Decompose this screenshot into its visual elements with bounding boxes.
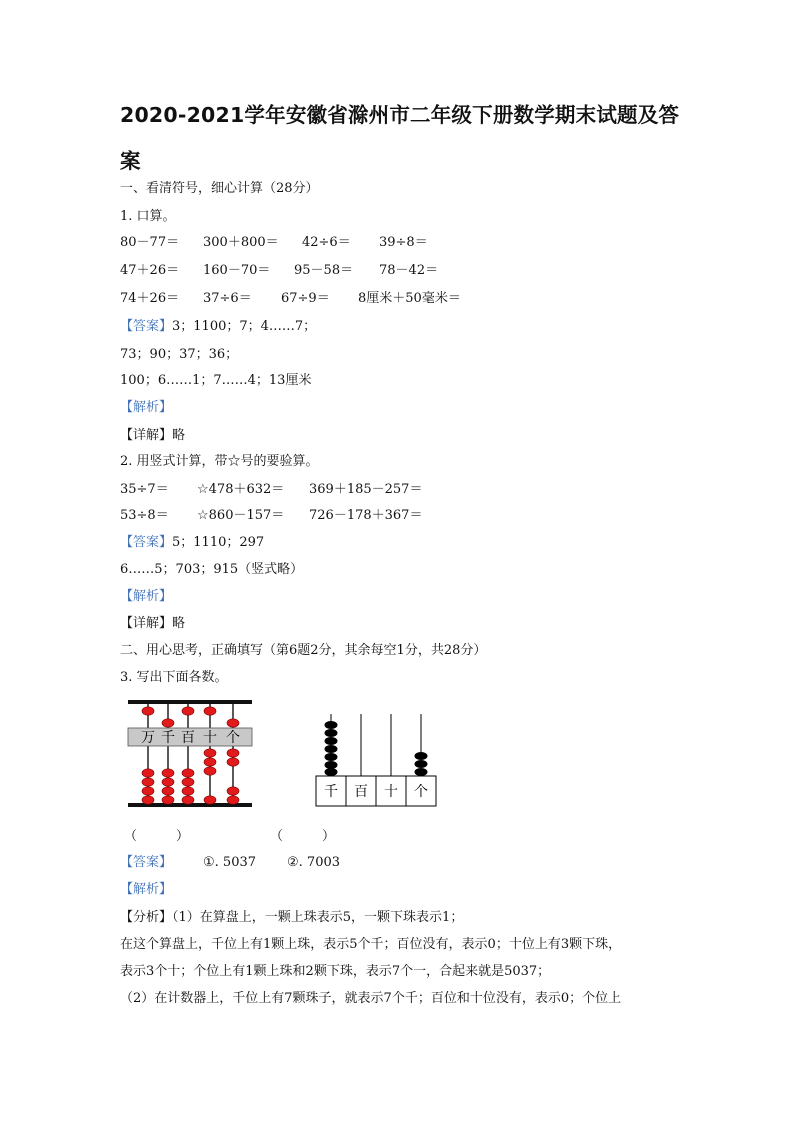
q1-row-2 bbox=[120, 262, 680, 280]
q2-analysis-tag: 【解析】 bbox=[120, 589, 173, 604]
q2-expr: ☆860－157＝ bbox=[197, 508, 285, 523]
abacus-place-label: 千 bbox=[161, 730, 175, 746]
q3-answer bbox=[120, 854, 680, 872]
q1-answer bbox=[120, 318, 316, 336]
detail-text: 略 bbox=[172, 616, 186, 631]
abacus-figure bbox=[124, 698, 256, 810]
q1-expr: 8厘米＋50毫米＝ bbox=[358, 291, 461, 306]
q3-fenxi-line-3: 表示3个十；个位上有1颗上珠和2颗下珠，表示7个一，合起来就是5037； bbox=[120, 964, 551, 979]
q1-answer-line-3: 100；6……1；7……4；13厘米 bbox=[120, 373, 312, 388]
question-1-label: 1. 口算。 bbox=[120, 209, 176, 224]
q3-fenxi-line-2: 在这个算盘上，千位上有1颗上珠，表示5个千；百位没有，表示0；十位上有3颗下珠， bbox=[120, 937, 622, 952]
answer-tag: 【答案】 bbox=[120, 855, 173, 870]
counter-place-label: 百 bbox=[354, 784, 368, 800]
q1-expr: 95－58＝ bbox=[294, 263, 354, 278]
detail-tag: 【详解】 bbox=[120, 428, 173, 443]
question-3-label: 3. 写出下面各数。 bbox=[120, 670, 228, 685]
detail-tag: 【详解】 bbox=[120, 616, 173, 631]
counter-place-label: 个 bbox=[414, 784, 428, 800]
q3-analysis-tag: 【解析】 bbox=[120, 882, 173, 897]
q2-detail bbox=[120, 615, 185, 633]
question-2-label: 2. 用竖式计算，带☆号的要验算。 bbox=[120, 454, 319, 469]
q3-fenxi-line-1 bbox=[120, 909, 463, 927]
answer-text: 3；1100；7；4……7； bbox=[172, 319, 317, 334]
q2-expr: 369＋185－257＝ bbox=[309, 482, 423, 497]
answer-tag: 【答案】 bbox=[120, 319, 173, 334]
counter-place-label: 十 bbox=[384, 784, 398, 800]
fenxi-text: （1）在算盘上，一颗上珠表示5，一颗下珠表示1； bbox=[172, 910, 464, 925]
q1-expr: 300＋800＝ bbox=[203, 235, 279, 250]
counter-figure bbox=[313, 712, 441, 810]
q1-expr: 47＋26＝ bbox=[120, 263, 180, 278]
answer-blank-1: （ ） bbox=[124, 829, 190, 844]
counter-beads bbox=[325, 721, 428, 776]
answer-text: 5；1110；297 bbox=[172, 535, 265, 550]
q3-fenxi-line-4: （2）在计数器上，千位上有7颗珠子，就表示7个千；百位和十位没有，表示0；个位上 bbox=[120, 991, 622, 1006]
q1-row-1 bbox=[120, 234, 680, 252]
abacus-top-frame bbox=[128, 700, 252, 704]
q1-expr: 80－77＝ bbox=[120, 235, 180, 250]
q2-answer bbox=[120, 534, 264, 552]
detail-text: 略 bbox=[172, 428, 186, 443]
q2-row-1 bbox=[120, 481, 680, 499]
q1-expr: 67÷9＝ bbox=[281, 291, 330, 306]
answer-blank-2: （ ） bbox=[270, 829, 336, 844]
page-title: 2020-2021学年安徽省滁州市二年级下册数学期末试题及答案 bbox=[120, 103, 680, 173]
answer-2: ②. 7003 bbox=[287, 855, 341, 870]
q1-expr: 78－42＝ bbox=[379, 263, 439, 278]
abacus-upper-beads bbox=[142, 707, 239, 727]
q2-expr: ☆478＋632＝ bbox=[197, 482, 285, 497]
section-heading-1: 一、看清符号，细心计算（28分） bbox=[120, 181, 319, 196]
q1-expr: 37÷6＝ bbox=[203, 291, 252, 306]
abacus-place-label: 十 bbox=[203, 730, 217, 746]
q1-expr: 39÷8＝ bbox=[379, 235, 428, 250]
answer-1: ①. 5037 bbox=[203, 855, 257, 870]
q1-expr: 74＋26＝ bbox=[120, 291, 180, 306]
q1-analysis-tag: 【解析】 bbox=[120, 400, 173, 415]
q2-answer-line-2: 6……5；703；915（竖式略） bbox=[120, 562, 304, 577]
q1-answer-line-2: 73；90；37；36； bbox=[120, 347, 239, 362]
fenxi-tag: 【分析】 bbox=[120, 910, 173, 925]
answer-tag: 【答案】 bbox=[120, 535, 173, 550]
abacus-place-label: 个 bbox=[226, 730, 240, 746]
abacus-place-label: 万 bbox=[141, 730, 155, 746]
q2-expr: 726－178＋367＝ bbox=[309, 508, 423, 523]
q1-row-3 bbox=[120, 290, 680, 308]
q1-expr: 160－70＝ bbox=[203, 263, 271, 278]
q2-expr: 53÷8＝ bbox=[120, 508, 169, 523]
abacus-lower-beads bbox=[142, 749, 239, 804]
q1-expr: 42÷6＝ bbox=[302, 235, 351, 250]
counter-place-label: 千 bbox=[324, 784, 338, 800]
q2-row-2 bbox=[120, 507, 680, 525]
q1-detail bbox=[120, 427, 185, 445]
section-heading-2: 二、用心思考，正确填写（第6题2分，其余每空1分，共28分） bbox=[120, 643, 487, 658]
abacus-place-label: 百 bbox=[181, 730, 195, 746]
counter-rods bbox=[331, 714, 421, 776]
q2-expr: 35÷7＝ bbox=[120, 482, 169, 497]
